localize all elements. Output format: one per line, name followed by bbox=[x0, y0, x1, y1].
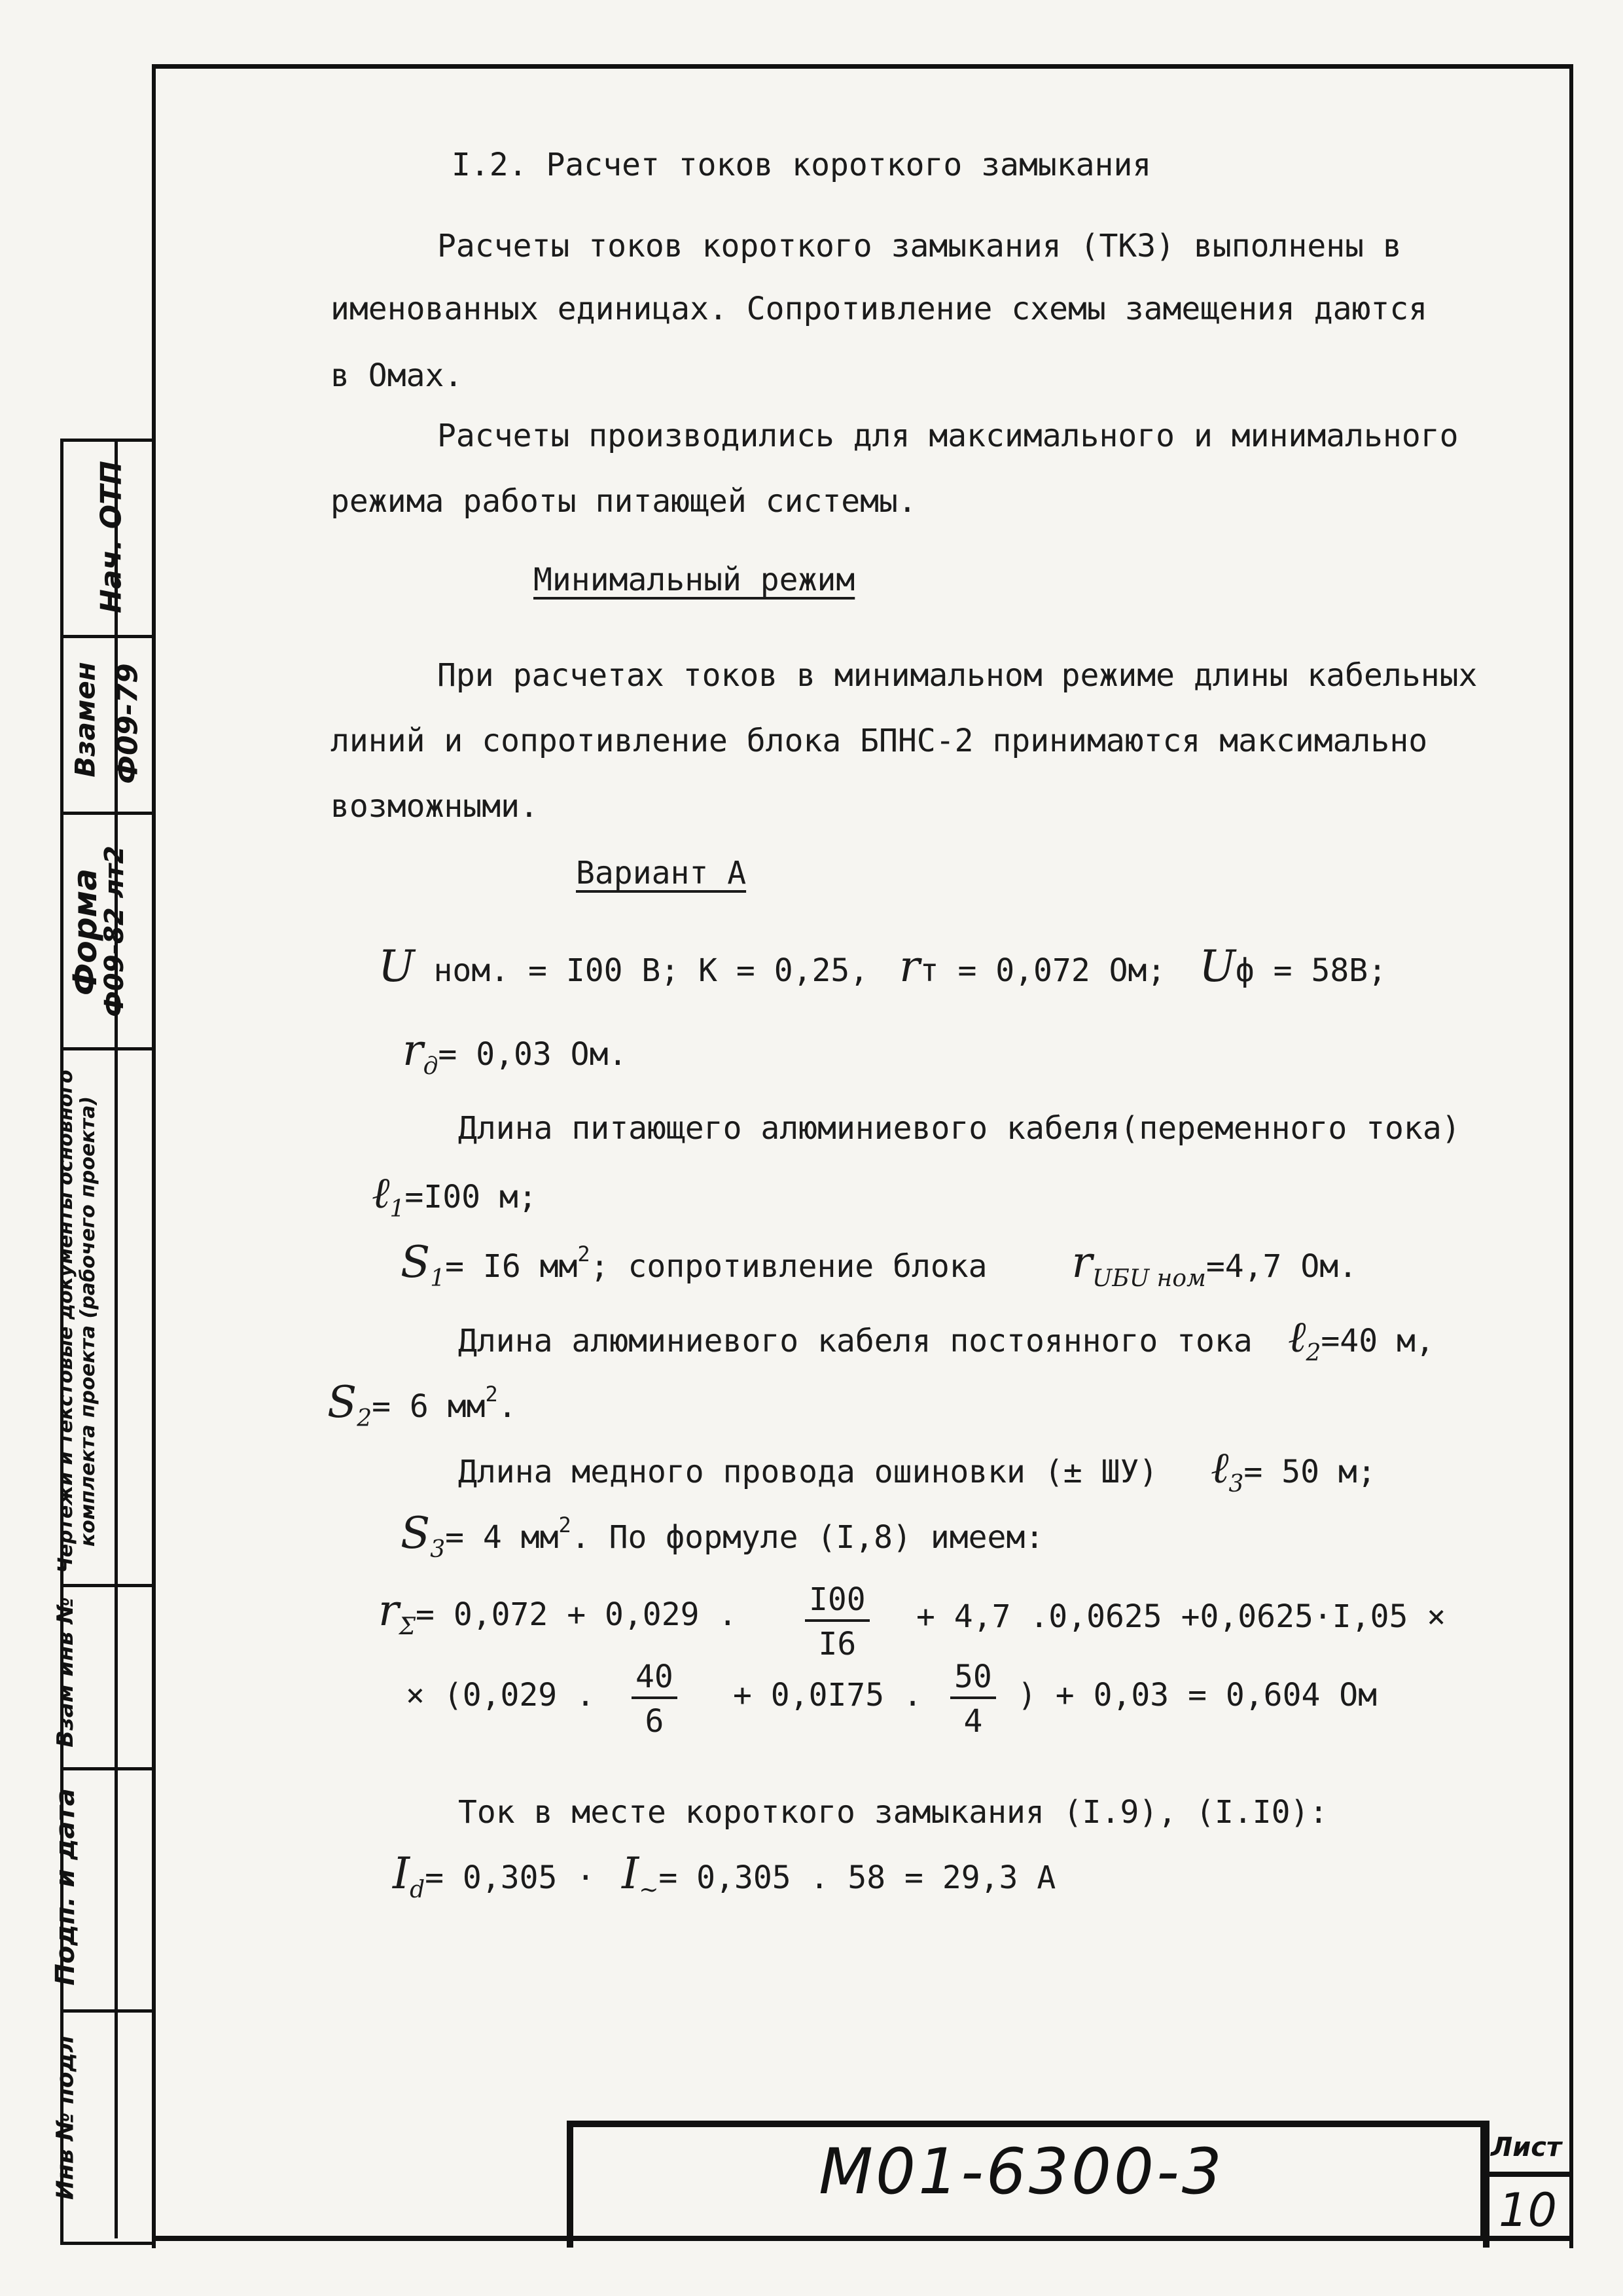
r-d-text: = 0,03 Ом. bbox=[438, 1036, 628, 1073]
s3-rest: . По формуле (I,8) имеем: bbox=[571, 1519, 1044, 1556]
side-stamp-cell: Взамен bbox=[69, 662, 101, 778]
r-block-symbol: r bbox=[1071, 1237, 1093, 1287]
side-stamp-cell: Подп. и дата bbox=[50, 1788, 80, 1986]
s2-text: = 6 мм bbox=[372, 1388, 486, 1425]
cable2-text: Длина алюминиевого кабеля постоянного тока bbox=[458, 1323, 1253, 1359]
cable1-text: Длина питающего алюминиевого кабеля(переменного тока) bbox=[458, 1110, 1461, 1147]
s1-text: = I6 мм bbox=[445, 1248, 578, 1285]
s1-exp: 2 bbox=[577, 1242, 590, 1266]
fraction-numerator: I00 bbox=[805, 1584, 870, 1622]
fraction-denominator: 4 bbox=[963, 1703, 983, 1740]
side-stamp-line bbox=[60, 2009, 152, 2013]
fraction-denominator: 6 bbox=[645, 1703, 664, 1740]
s1-rest: ; сопротивление блока bbox=[590, 1248, 988, 1285]
i-ac-symbol: I bbox=[622, 1848, 639, 1899]
paragraph-line: режима работы питающей системы. bbox=[330, 483, 917, 520]
paragraph-line: линий и сопротивление блока БПНС-2 принимаются максимально bbox=[330, 723, 1428, 759]
formula-part-5: ) + 0,03 = 0,604 Ом bbox=[1018, 1677, 1378, 1713]
s2-rest: . bbox=[497, 1388, 517, 1425]
side-stamp-cell: Ф09-79 bbox=[111, 663, 145, 784]
l3-sub: 3 bbox=[1228, 1471, 1244, 1498]
l2-text: =40 м, bbox=[1321, 1323, 1435, 1359]
side-stamp-cell: Инв № подл bbox=[52, 2035, 79, 2200]
l3-symbol: ℓ bbox=[1211, 1443, 1229, 1493]
l1-sub: 1 bbox=[389, 1196, 405, 1223]
s3-text: = 4 мм bbox=[445, 1519, 559, 1556]
r-t-symbol: r bbox=[899, 941, 920, 992]
fraction bbox=[950, 1659, 996, 1740]
formula-part-2: + 4,7 .0,0625 +0,0625·I,05 × bbox=[916, 1598, 1446, 1635]
side-stamp-line bbox=[60, 1767, 152, 1770]
r-d-sub: д bbox=[423, 1053, 438, 1080]
l3-text: = 50 м; bbox=[1243, 1454, 1376, 1490]
paragraph-line: Расчеты токов короткого замыкания (ТКЗ) выполнены в bbox=[437, 228, 1402, 264]
i-d-symbol: I bbox=[393, 1848, 410, 1899]
r-d-symbol: r bbox=[402, 1025, 423, 1075]
i-d-sub: d bbox=[410, 1876, 425, 1903]
side-stamp-cell: Чертежи и текстовые документы основного комплекта проекта (рабочего проекта) bbox=[54, 1069, 99, 1573]
current-expr-2: = 0,305 . 58 = 29,3 А bbox=[658, 1859, 1056, 1896]
s3-symbol: S bbox=[401, 1508, 431, 1558]
s3-exp: 2 bbox=[558, 1513, 571, 1537]
formula-part-3: × (0,029 . bbox=[406, 1677, 595, 1713]
u-symbol: U bbox=[378, 941, 415, 992]
paragraph-line: При расчетах токов в минимальном режиме длины кабельных bbox=[437, 657, 1478, 694]
current-expr-1: = 0,305 · bbox=[425, 1859, 596, 1896]
l2-line bbox=[1288, 1312, 1435, 1367]
document-code: М01-6300-3 bbox=[819, 2135, 1224, 2208]
side-stamp-cell: Взам инв № bbox=[52, 1597, 79, 1748]
sheet-number: 10 bbox=[1499, 2183, 1558, 2237]
s3-sub: 3 bbox=[430, 1536, 446, 1563]
fraction-numerator: 50 bbox=[950, 1661, 996, 1699]
sheet-box-divider bbox=[1480, 2172, 1569, 2177]
fraction bbox=[632, 1659, 677, 1740]
side-stamp-cell: Ф09-82 лт2 bbox=[99, 846, 130, 1017]
u-ph-symbol: U bbox=[1199, 941, 1236, 992]
side-stamp-cell: Нач. ОТП bbox=[94, 461, 128, 613]
s1-sub: 1 bbox=[430, 1265, 446, 1292]
r-t-text: т = 0,072 Ом; bbox=[919, 952, 1166, 989]
formula-part-1: = 0,072 + 0,029 . bbox=[416, 1596, 738, 1633]
l2-sub: 2 bbox=[1306, 1340, 1321, 1367]
r-block-text: =4,7 Ом. bbox=[1205, 1248, 1358, 1285]
r-sum-symbol: r bbox=[378, 1585, 399, 1636]
fraction-numerator: 40 bbox=[632, 1661, 677, 1699]
formula-line-1 bbox=[378, 1585, 738, 1640]
u-nom-text: ном. = I00 В; К = 0,25, bbox=[414, 952, 869, 989]
s2-line bbox=[327, 1377, 517, 1432]
i-ac-sub: ~ bbox=[639, 1876, 659, 1903]
paragraph-line: именованных единицах. Сопротивление схемы замещения даются bbox=[330, 291, 1428, 327]
r-d-line bbox=[402, 1025, 628, 1080]
fraction bbox=[805, 1581, 870, 1662]
paragraph-line: возможными. bbox=[330, 788, 539, 825]
subheading: Минимальный режим bbox=[533, 562, 855, 598]
r-sum-sub: Σ bbox=[399, 1613, 416, 1640]
wire-text: Длина медного провода ошиновки (± ШУ) bbox=[458, 1454, 1158, 1490]
l1-text: =I00 м; bbox=[404, 1179, 537, 1215]
l3-line bbox=[1211, 1443, 1376, 1498]
r-block-sub: UБU ном bbox=[1092, 1265, 1206, 1292]
s2-exp: 2 bbox=[485, 1382, 498, 1407]
current-text: Ток в месте короткого замыкания (I.9), (I.I0): bbox=[458, 1794, 1329, 1831]
l1-symbol: ℓ bbox=[372, 1168, 390, 1218]
side-stamp-cell: Форма bbox=[66, 868, 104, 996]
s3-line bbox=[401, 1508, 1044, 1563]
current-formula bbox=[393, 1848, 1056, 1903]
l2-symbol: ℓ bbox=[1288, 1312, 1306, 1362]
fraction-denominator: I6 bbox=[818, 1626, 857, 1662]
section-title: I.2. Расчет токов короткого замыкания bbox=[452, 147, 1152, 183]
u-ph-text: ф = 58В; bbox=[1235, 952, 1387, 989]
s2-sub: 2 bbox=[357, 1405, 372, 1432]
variant-heading: Вариант А bbox=[576, 855, 747, 891]
s2-symbol: S bbox=[327, 1377, 357, 1427]
sheet-label: Лист bbox=[1491, 2132, 1562, 2162]
params-line bbox=[378, 941, 1387, 992]
s1-line bbox=[401, 1237, 1358, 1292]
paragraph-line: Расчеты производились для максимального и минимального bbox=[437, 418, 1459, 454]
l1-line bbox=[372, 1168, 537, 1223]
formula-part-4: + 0,0I75 . bbox=[733, 1677, 922, 1713]
s1-symbol: S bbox=[401, 1237, 431, 1287]
paragraph-line: в Омах. bbox=[330, 357, 463, 394]
